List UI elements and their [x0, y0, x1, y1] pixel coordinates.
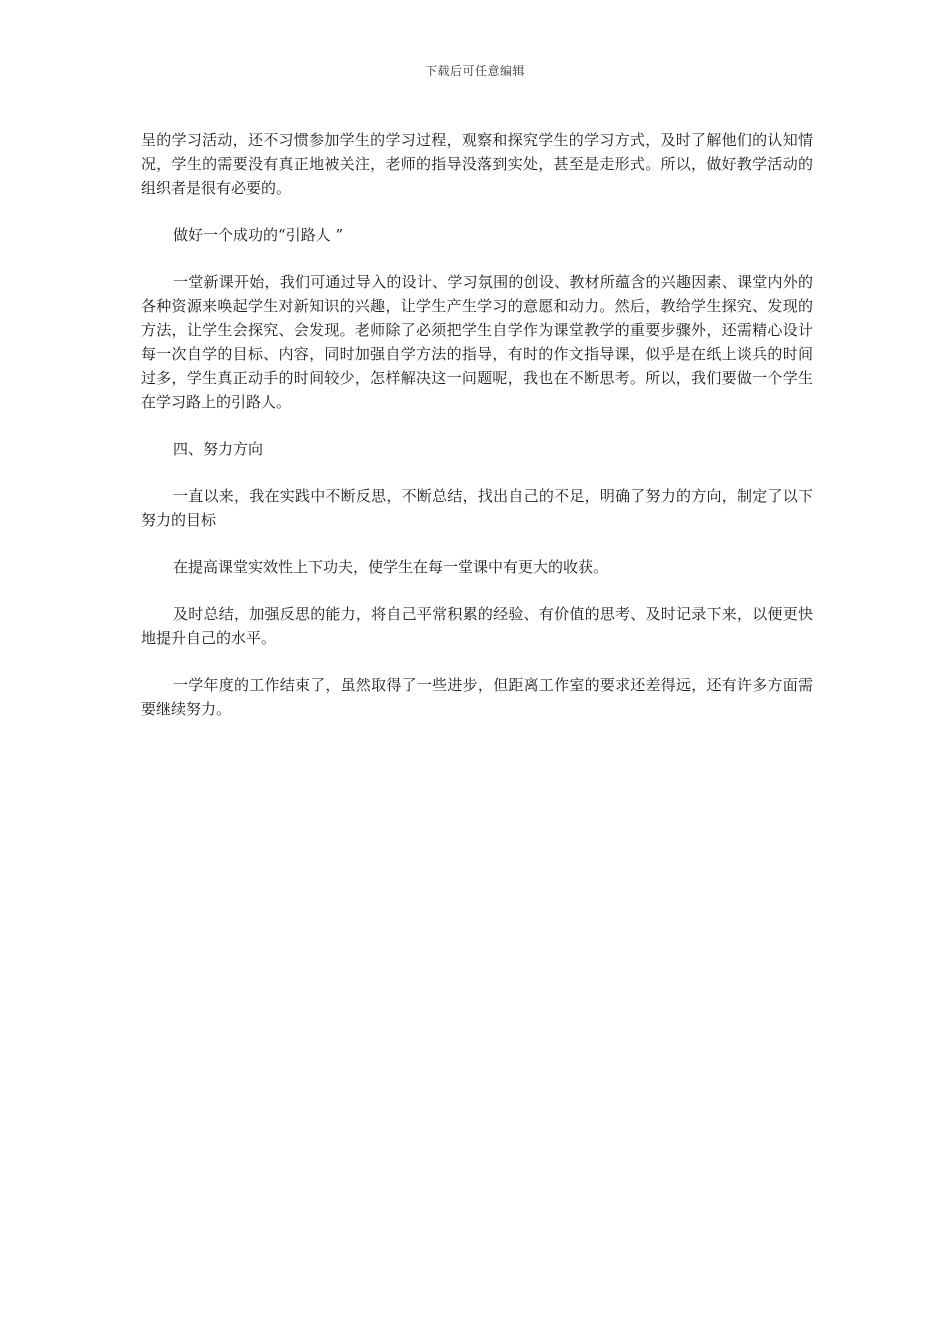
document-body: [141, 128, 813, 744]
paragraph-direction: 一直以来，我在实践中不断反思，不断总结，找出自己的不足，明确了努力的方向，制定了以下努力的目标: [141, 487, 813, 529]
section-heading-guide: 做好一个成功的“引路人 ”: [173, 226, 344, 244]
page-header: 下载后可任意编辑: [424, 64, 525, 78]
section-heading-direction: 四、努力方向: [173, 440, 264, 458]
paragraph-conclusion: 一学年度的工作结束了，虽然取得了一些进步，但距离工作室的要求还差得远，还有许多方面需要继续努力。: [141, 676, 813, 718]
goal-item-1: 在提高课堂实效性上下功夫，使学生在每一堂课中有更大的收获。: [173, 558, 609, 576]
paragraph-guide: 一堂新课开始，我们可通过导入的设计、学习氛围的创设、教材所蕴含的兴趣因素、课堂内外的各种资源来唤起学生对新知识的兴趣，让学生产生学习的意愿和动力。然后，教给学生探究、发现的方法，让学生会探究、会发现。老师除了必须把学生自学作为课堂教学的重要步骤外，还需精心设计每一次自学的目标、内容，同时加强自学方法的指导，有时的作文指导课，似乎是在纸上谈兵的时间过多，学生真正动手的时间较少，怎样解决这一问题呢，我也在不断思考。所以，我们要做一个学生在学习路上的引路人。: [141, 273, 813, 411]
goal-item-2: 及时总结，加强反思的能力，将自己平常积累的经验、有价值的思考、及时记录下来，以便更快地提升自己的水平。: [141, 605, 813, 647]
paragraph-continued: 呈的学习活动，还不习惯参加学生的学习过程，观察和探究学生的学习方式，及时了解他们的认知情况，学生的需要没有真正地被关注，老师的指导没落到实处，甚至是走形式。所以，做好教学活动的组织者是很有必要的。: [141, 131, 813, 197]
